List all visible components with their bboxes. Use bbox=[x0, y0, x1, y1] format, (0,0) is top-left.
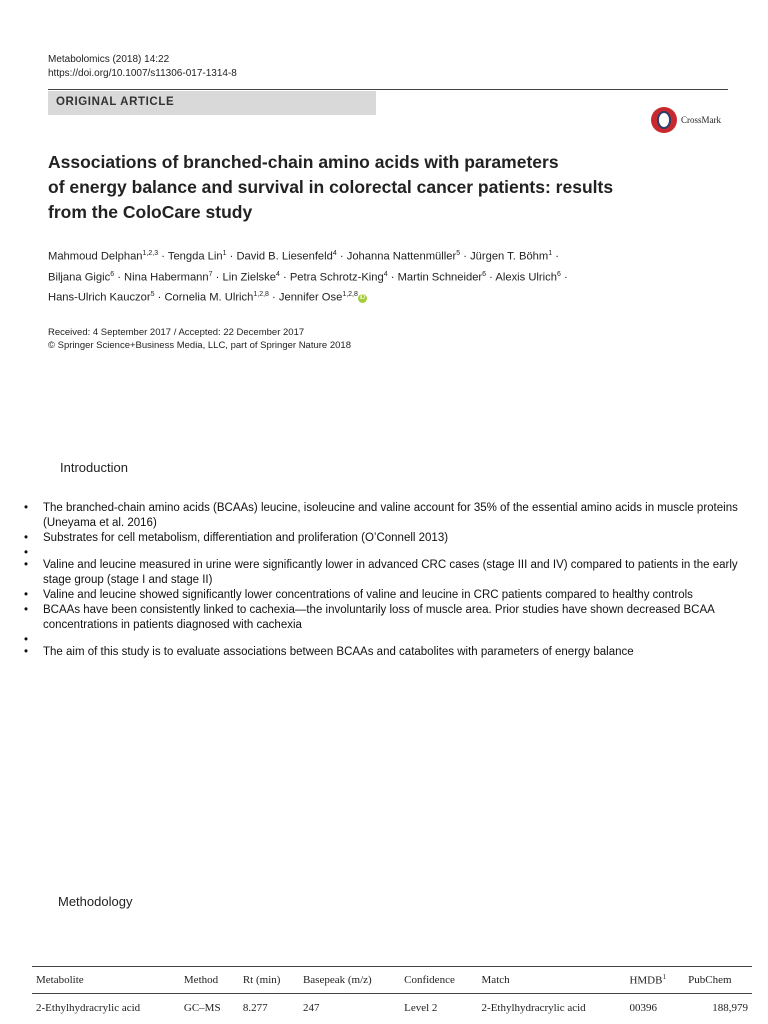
table-header-cell: Confidence bbox=[404, 973, 455, 986]
table-header-label: HMDB bbox=[629, 974, 663, 987]
metabolite-table-grid bbox=[32, 967, 752, 1014]
crossmark-label: CrossMark bbox=[681, 115, 721, 125]
author-name[interactable]: Jürgen T. Böhm bbox=[470, 250, 549, 263]
author-name[interactable]: Alexis Ulrich bbox=[495, 271, 557, 284]
list-item: • BCAAs have been consistently linked to cachexia—the involuntarily loss of muscle area. Prior studies have shown decreased BCAA concentrations in patients diagnosed with cachexia bbox=[24, 603, 748, 633]
author-name[interactable]: Biljana Gigic bbox=[48, 271, 111, 284]
author-list bbox=[48, 245, 738, 307]
article-type-label: ORIGINAL ARTICLE bbox=[56, 96, 175, 108]
author-affiliation: 4 bbox=[383, 270, 388, 278]
list-item: • The branched-chain amino acids (BCAAs) leucine, isoleucine and valine account for 35% of the essential amino acids in muscle proteins (Uneyama et al. 2016) bbox=[24, 501, 748, 531]
table-cell: 247 bbox=[302, 1001, 320, 1014]
crossmark-icon bbox=[651, 107, 677, 133]
introduction-bullets bbox=[24, 501, 748, 660]
table-header-footnote: 1 bbox=[662, 973, 666, 981]
list-item: • Valine and leucine measured in urine were significantly lower in advanced CRC cases (stage III and IV) compared to patients in the early stage group (stage I and stage II) bbox=[24, 558, 748, 588]
table-header-cell: PubChem bbox=[688, 973, 732, 986]
methodology-heading: Methodology bbox=[58, 894, 133, 909]
author-line: Hans-Ulrich Kauczor$^5$ · Cornelia M. Ulrich$^{1,2,8}$ · Jennifer Ose$^{1,2,8}$ iD bbox=[48, 291, 366, 305]
crossmark-badge[interactable] bbox=[651, 107, 721, 133]
table-header-cell: Basepeak (m/z) bbox=[302, 973, 372, 986]
author-line: Biljana Gigic$^6$ · Nina Habermann$^7$ · Lin Zielske$^4$ · Petra Schrotz-King$^4$ · Martin Schneider$^6$ · Alexis Ulrich$^6$ · bbox=[48, 270, 568, 284]
author-name[interactable]: Nina Habermann bbox=[124, 271, 209, 284]
orcid-icon[interactable]: iD bbox=[359, 294, 366, 301]
copyright-notice: © Springer Science+Business Media, LLC, part of Springer Nature 2018 bbox=[48, 340, 351, 351]
table-header-cell: Metabolite bbox=[36, 973, 84, 986]
author-name[interactable]: Tengda Lin bbox=[167, 250, 223, 263]
author-name[interactable]: Lin Zielske bbox=[222, 271, 276, 284]
header-rule bbox=[48, 89, 728, 90]
list-item: • The aim of this study is to evaluate associations between BCAAs and catabolites with parameters of energy balance bbox=[24, 645, 748, 660]
author-affiliation: 1,2,8 bbox=[342, 291, 358, 299]
title-line: Associations of branched-chain amino acids with parameters bbox=[48, 152, 559, 172]
author-name[interactable]: David B. Liesenfeld bbox=[236, 250, 333, 263]
table-header-cell: Rt (min) bbox=[242, 973, 281, 986]
doi-link[interactable]: https://doi.org/10.1007/s11306-017-1314-8 bbox=[48, 68, 237, 79]
table-cell: 2-Ethylhydracrylic acid bbox=[36, 1001, 141, 1014]
table-header-cell bbox=[625, 967, 684, 993]
author-affiliation: 1,2,3 bbox=[142, 250, 159, 257]
author-affiliation: 6 bbox=[556, 270, 561, 278]
author-name[interactable]: Jennifer Ose bbox=[278, 292, 343, 305]
author-affiliation: 1,2,8 bbox=[253, 291, 269, 299]
list-item: • Valine and leucine showed significantly lower concentrations of valine and leucine in CRC patients compared to healthy controls bbox=[24, 588, 748, 603]
author-affiliation: 6 bbox=[110, 270, 115, 278]
author-name[interactable]: Johanna Nattenmüller bbox=[346, 250, 457, 263]
author-affiliation: 1 bbox=[222, 250, 227, 257]
table-cell: 8.277 bbox=[242, 1001, 268, 1014]
introduction-heading: Introduction bbox=[60, 460, 128, 475]
author-name[interactable]: Cornelia M. Ulrich bbox=[164, 292, 254, 305]
list-spacer bbox=[24, 633, 748, 645]
table-header-row bbox=[32, 967, 752, 993]
table-cell: 2-Ethylhydracrylic acid bbox=[481, 1001, 586, 1014]
table-cell: GC–MS bbox=[183, 1001, 221, 1014]
author-name[interactable]: Petra Schrotz-King bbox=[289, 271, 384, 284]
table-cell: Level 2 bbox=[404, 1001, 438, 1014]
table-header-cell: Match bbox=[481, 973, 510, 986]
author-name[interactable]: Hans-Ulrich Kauczor bbox=[48, 292, 151, 305]
author-affiliation: 4 bbox=[332, 250, 337, 257]
table-cell: 188,979 bbox=[712, 1001, 748, 1014]
author-name[interactable]: Martin Schneider bbox=[397, 271, 483, 284]
publication-dates bbox=[48, 326, 351, 352]
metabolite-table bbox=[32, 966, 752, 1014]
article-title bbox=[48, 150, 728, 225]
journal-header bbox=[48, 53, 237, 81]
author-affiliation: 6 bbox=[482, 270, 487, 278]
author-affiliation: 5 bbox=[456, 250, 461, 257]
author-affiliation: 4 bbox=[275, 270, 280, 278]
title-line: of energy balance and survival in colorectal cancer patients: results bbox=[48, 177, 614, 197]
title-line: from the ColoCare study bbox=[48, 202, 253, 222]
journal-citation: Metabolomics (2018) 14:22 bbox=[48, 54, 170, 65]
list-spacer bbox=[24, 546, 748, 558]
table-row bbox=[32, 993, 752, 1014]
table-header-cell: Method bbox=[183, 973, 219, 986]
author-affiliation: 7 bbox=[208, 270, 213, 278]
author-affiliation: 1 bbox=[548, 250, 553, 257]
author-affiliation: 5 bbox=[150, 291, 155, 299]
article-type-banner bbox=[48, 91, 376, 115]
received-accepted-dates: Received: 4 September 2017 / Accepted: 22 December 2017 bbox=[48, 327, 305, 338]
table-cell: 00396 bbox=[629, 1001, 657, 1014]
author-name[interactable]: Mahmoud Delphan bbox=[48, 250, 143, 263]
author-line: Mahmoud Delphan$^{1,2,3}$ · Tengda Lin$^1$ · David B. Liesenfeld$^4$ · Johanna Nattenmüller$^5$ · Jürgen T. Böhm$^1$ · bbox=[48, 250, 559, 263]
list-item: • Substrates for cell metabolism, differentiation and proliferation (O’Connell 2013) bbox=[24, 531, 748, 546]
